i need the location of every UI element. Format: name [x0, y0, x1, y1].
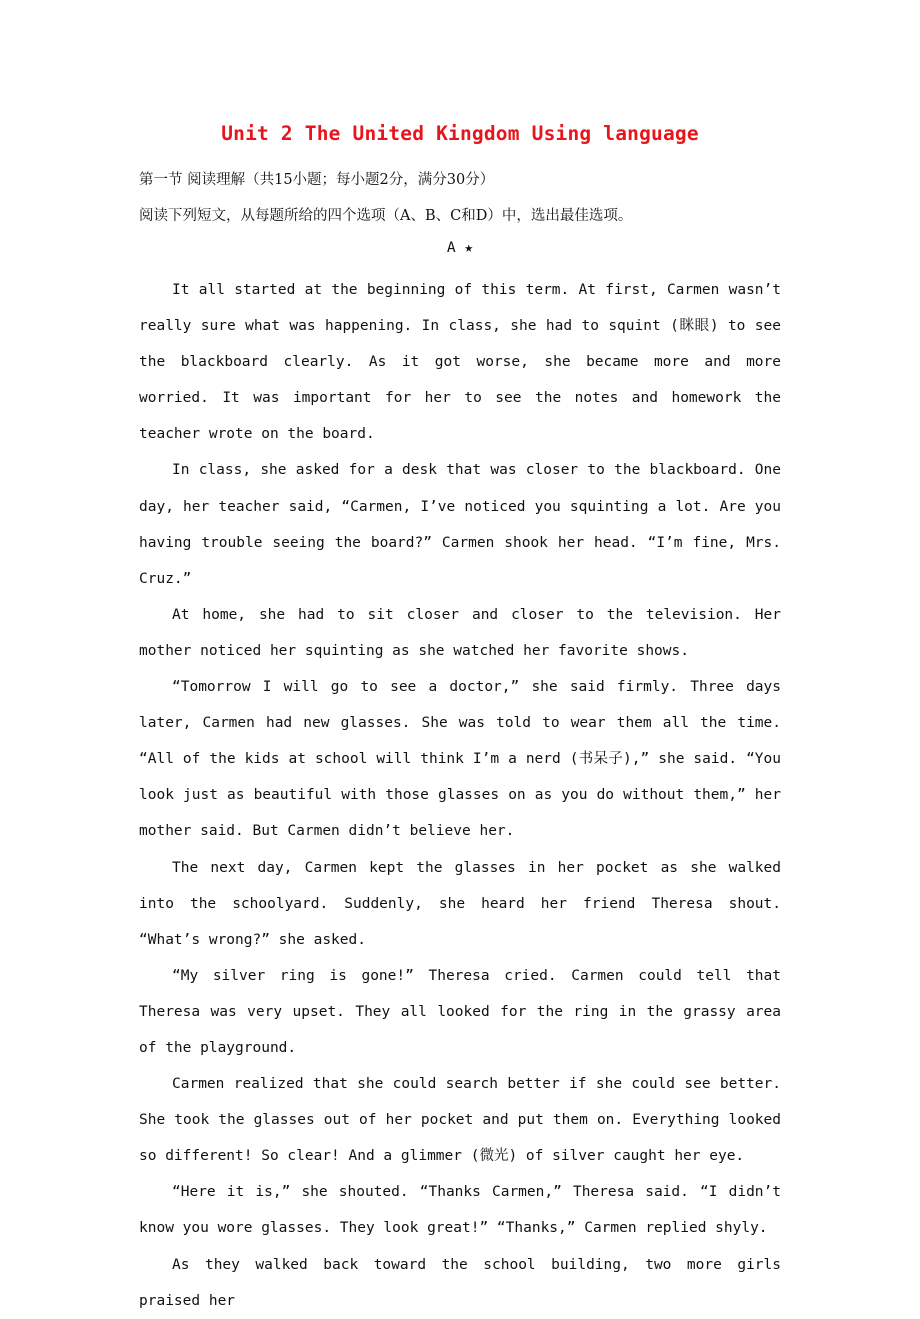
- instruction-text: 阅读下列短文，从每题所给的四个选项（A、B、C和D）中，选出最佳选项。: [139, 208, 633, 224]
- passage-label: A ★: [446, 240, 474, 256]
- paragraph: At home, she had to sit closer and closer to the television. Her mother noticed her squinting as she watched her favorite shows.: [139, 606, 781, 659]
- paragraph: “Here it is,” she shouted. “Thanks Carmen,” Theresa said. “I didn’t know you wore glasses. They look great!” “Thanks,” Carmen replied shyly.: [139, 1184, 781, 1237]
- paragraph: “My silver ring is gone!” Theresa cried. Carmen could tell that Theresa was very upset. They all looked for the ring in the grassy area of the playground.: [139, 967, 781, 1056]
- paragraph: In class, she asked for a desk that was closer to the blackboard. One day, her teacher said, “Carmen, I’ve noticed you squinting a lot. Are you having trouble seeing the board?” Carmen shook her head. “I’m fine, Mrs. Cruz.”: [139, 462, 781, 587]
- paragraph: “Tomorrow I will go to see a doctor,” she said firmly. Three days later, Carmen had new glasses. She was told to wear them all the time. “All of the kids at school will think I’m a nerd (书呆子),” she said. “You look just as beautiful with those glasses on as you do without them,” her mother said. But Carmen didn’t believe her.: [139, 679, 781, 840]
- section-heading: 第一节 阅读理解（共15小题；每小题2分，满分30分）: [139, 172, 495, 188]
- document-title: Unit 2 The United Kingdom Using language: [221, 122, 699, 145]
- paragraph: The next day, Carmen kept the glasses in her pocket as she walked into the schoolyard. Suddenly, she heard her friend Theresa shout. “What’s wrong?” she asked.: [139, 859, 781, 948]
- paragraph: It all started at the beginning of this term. At first, Carmen wasn’t really sure what was happening. In class, she had to squint (眯眼) to see the blackboard clearly. As it got worse, she became more and more worried. It was important for her to see the notes and homework the teacher wrote on the board.: [139, 282, 781, 443]
- paragraph: As they walked back toward the school building, two more girls praised her: [139, 1256, 781, 1309]
- paragraph: Carmen realized that she could search better if she could see better. She took the glasses out of her pocket and put them on. Everything looked so different! So clear! And a glimmer (微光) of silver caught her eye.: [139, 1076, 781, 1165]
- passage-body: [139, 272, 781, 1319]
